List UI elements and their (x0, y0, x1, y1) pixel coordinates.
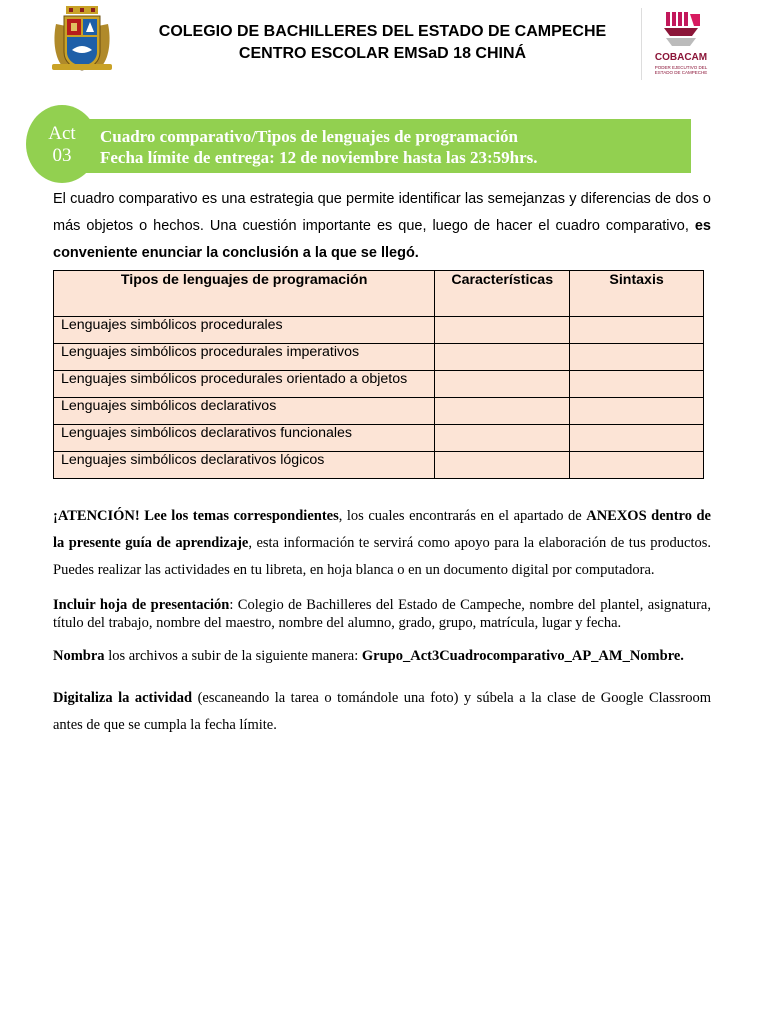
file-naming-lead: Nombra (53, 648, 105, 664)
language-type-cell: Lenguajes simbólicos declarativos funcionales (54, 425, 435, 452)
characteristics-cell[interactable] (435, 425, 570, 452)
digitize-text: (escaneando la tarea o tomándole una foto) y súbela a la clase de Google Classroom antes de que se cumpla la fecha límite. (53, 690, 711, 733)
state-crest-icon (52, 6, 112, 72)
language-type-cell: Lenguajes simbólicos procedurales orientado a objetos (54, 371, 435, 398)
cobacam-subtitle: PODER EJECUTIVO DEL ESTADO DE CAMPECHE (654, 65, 708, 75)
syntax-cell[interactable] (570, 398, 704, 425)
intro-paragraph (53, 186, 711, 267)
cover-page-lead: Incluir hoja de presentación (53, 597, 230, 613)
school-title (120, 21, 645, 65)
file-naming-pattern: Grupo_Act3Cuadrocomparativo_AP_AM_Nombre. (361, 648, 684, 664)
table-row (54, 398, 704, 425)
characteristics-cell[interactable] (435, 452, 570, 479)
intro-text: El cuadro comparativo es una estrategia que permite identificar las semejanzas y diferencias de dos o más objetos o hechos. Una cuestión importante es que, luego de hacer el cuadro comparativo, (53, 191, 711, 234)
act-number: 03 (52, 145, 72, 166)
syntax-cell[interactable] (570, 452, 704, 479)
language-type-cell: Lenguajes simbólicos declarativos (54, 398, 435, 425)
table-row (54, 425, 704, 452)
file-naming-paragraph (53, 647, 711, 665)
cobacam-logo (648, 10, 714, 82)
attention-text-1: , los cuales encontrarás en el apartado de (338, 508, 587, 524)
syntax-cell[interactable] (570, 317, 704, 344)
characteristics-cell[interactable] (435, 398, 570, 425)
characteristics-cell[interactable] (435, 317, 570, 344)
syntax-cell[interactable] (570, 344, 704, 371)
digitize-paragraph (53, 685, 711, 739)
attention-lead: ¡ATENCIÓN! Lee los temas correspondientes (53, 508, 339, 524)
cobacam-name: COBACAM (654, 52, 708, 63)
campus-name: CENTRO ESCOLAR EMSaD 18 CHINÁ (238, 45, 527, 62)
cobacam-logo-icon (648, 10, 714, 50)
digitize-lead: Digitaliza la actividad (53, 690, 193, 706)
school-name: COLEGIO DE BACHILLERES DEL ESTADO DE CAMPECHE (158, 23, 607, 40)
table-row (54, 452, 704, 479)
cover-page-paragraph (53, 596, 711, 632)
header-characteristics: Características (435, 271, 570, 317)
file-naming-text: los archivos a subir de la siguiente manera: (104, 648, 362, 664)
page-header (0, 0, 768, 90)
intro-conclusion: es conveniente enunciar la conclusión a la que se llegó. (53, 218, 711, 261)
language-type-cell: Lenguajes simbólicos declarativos lógicos (54, 452, 435, 479)
table-row (54, 344, 704, 371)
table-row (54, 317, 704, 344)
table-row (54, 371, 704, 398)
characteristics-cell[interactable] (435, 371, 570, 398)
header-syntax: Sintaxis (570, 271, 704, 317)
syntax-cell[interactable] (570, 425, 704, 452)
activity-number-badge (26, 105, 98, 183)
logo-divider (641, 8, 642, 80)
comparison-table (53, 270, 704, 479)
activity-deadline: Fecha límite de entrega: 12 de noviembre hasta las 23:59hrs. (100, 148, 538, 167)
attention-annex: ANEXOS dentro de la presente guía de aprendizaje (53, 508, 711, 551)
banner-text (100, 126, 538, 168)
syntax-cell[interactable] (570, 371, 704, 398)
activity-title: Cuadro comparativo/Tipos de lenguajes de programación (100, 127, 518, 146)
attention-text-2: , esta información te servirá como apoyo para la elaboración de tus productos. Puedes realizar las actividades en tu libreta, en hoja blanca o en un documento digital por computadora. (53, 535, 712, 578)
act-label: Act (48, 123, 76, 144)
attention-paragraph (53, 503, 711, 584)
characteristics-cell[interactable] (435, 344, 570, 371)
cover-page-text: : Colegio de Bachilleres del Estado de Campeche, nombre del plantel, asignatura, título del trabajo, nombre del maestro, nombre del alumno, grado, grupo, matrícula, lugar y fecha. (53, 597, 711, 631)
header-language-types: Tipos de lenguajes de programación (54, 271, 435, 317)
table-header-row (54, 271, 704, 317)
language-type-cell: Lenguajes simbólicos procedurales (54, 317, 435, 344)
language-type-cell: Lenguajes simbólicos procedurales imperativos (54, 344, 435, 371)
